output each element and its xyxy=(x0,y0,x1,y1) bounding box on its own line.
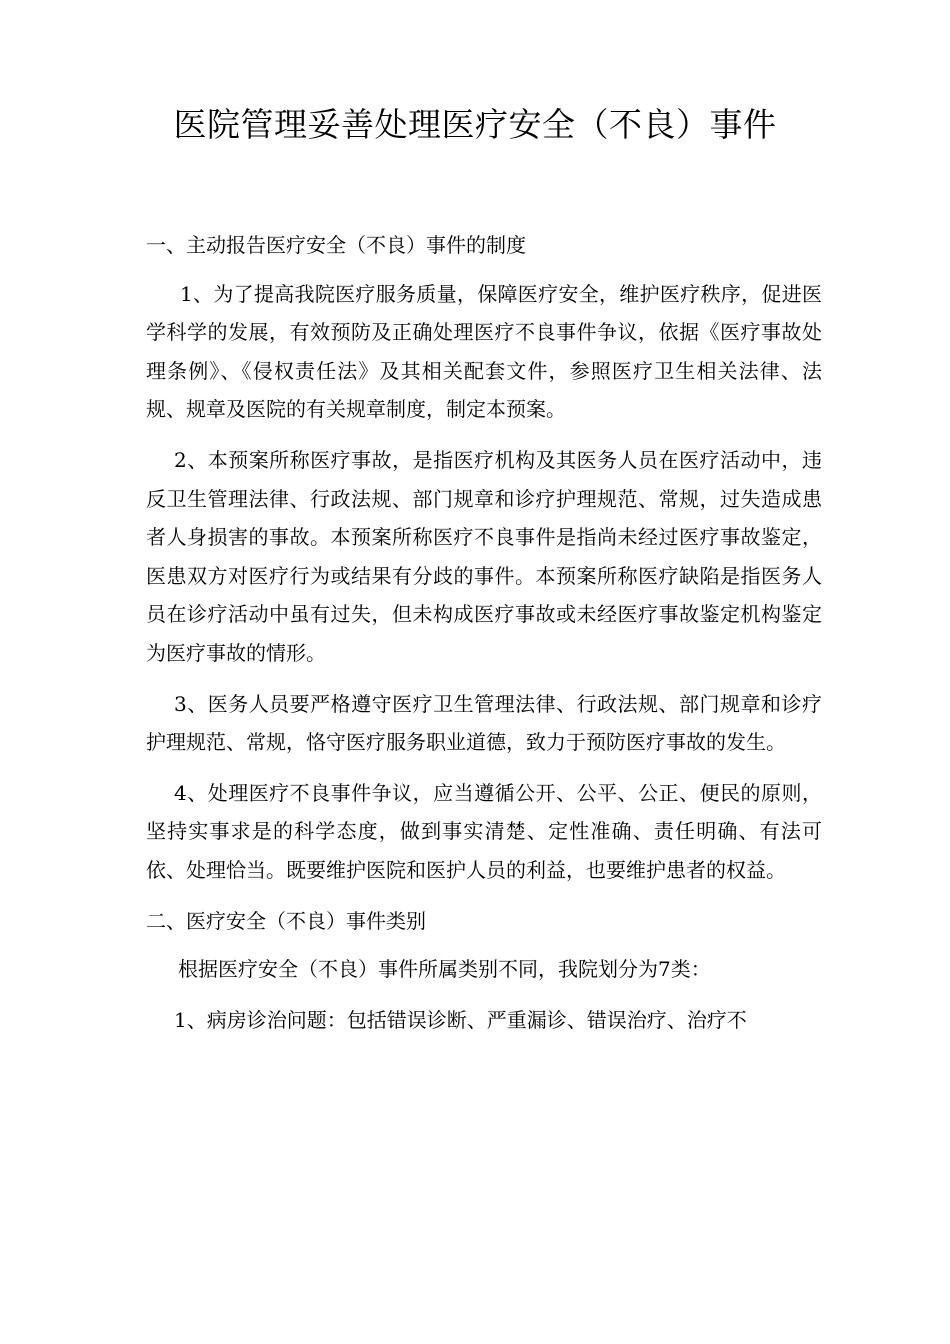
paragraph-3: 3、医务人员要严格遵守医疗卫生管理法律、行政法规、部门规章和诊疗护理规范、常规，恪守医疗服务职业道德，致力于预防医疗事故的发生。 xyxy=(146,691,822,755)
paragraph-2: 2、本预案所称医疗事故，是指医疗机构及其医务人员在医疗活动中，违反卫生管理法律、行政法规、部门规章和诊疗护理规范、常规，过失造成患者人身损害的事故。本预案所称医疗不良事件是指尚未经过医疗事故鉴定，医患双方对医疗行为或结果有分歧的事件。本预案所称医疗缺陷是指医务人员在诊疗活动中虽有过失，但未构成医疗事故或未经医疗事故鉴定机构鉴定为医疗事故的情形。 xyxy=(146,447,822,665)
section-heading-2: 二、医疗安全（不良）事件类别 xyxy=(146,908,426,933)
section-heading-1: 一、主动报告医疗安全（不良）事件的制度 xyxy=(146,233,526,257)
section-2-intro: 根据医疗安全（不良）事件所属类别不同，我院划分为7类： xyxy=(178,957,711,982)
list-item-1: 1、病房诊治问题：包括错误诊断、严重漏诊、错误治疗、治疗不 xyxy=(174,1007,747,1032)
paragraph-4: 4、处理医疗不良事件争议，应当遵循公开、公平、公正、便民的原则，坚持实事求是的科学态度，做到事实清楚、定性准确、责任明确、有法可依、处理恰当。既要维护医院和医护人员的利益，也要维护患者的权益。 xyxy=(146,780,822,882)
document-title: 医院管理妥善处理医疗安全（不良）事件 xyxy=(173,105,777,144)
paragraph-1: 1、为了提高我院医疗服务质量，保障医疗安全，维护医疗秩序，促进医学科学的发展，有效预防及正确处理医疗不良事件争议，依据《医疗事故处理条例》、《侵权责任法》及其相关配套文件，参照医疗卫生相关法律、法规、规章及医院的有关规章制度，制定本预案。 xyxy=(146,281,822,422)
document-body xyxy=(146,226,822,1051)
